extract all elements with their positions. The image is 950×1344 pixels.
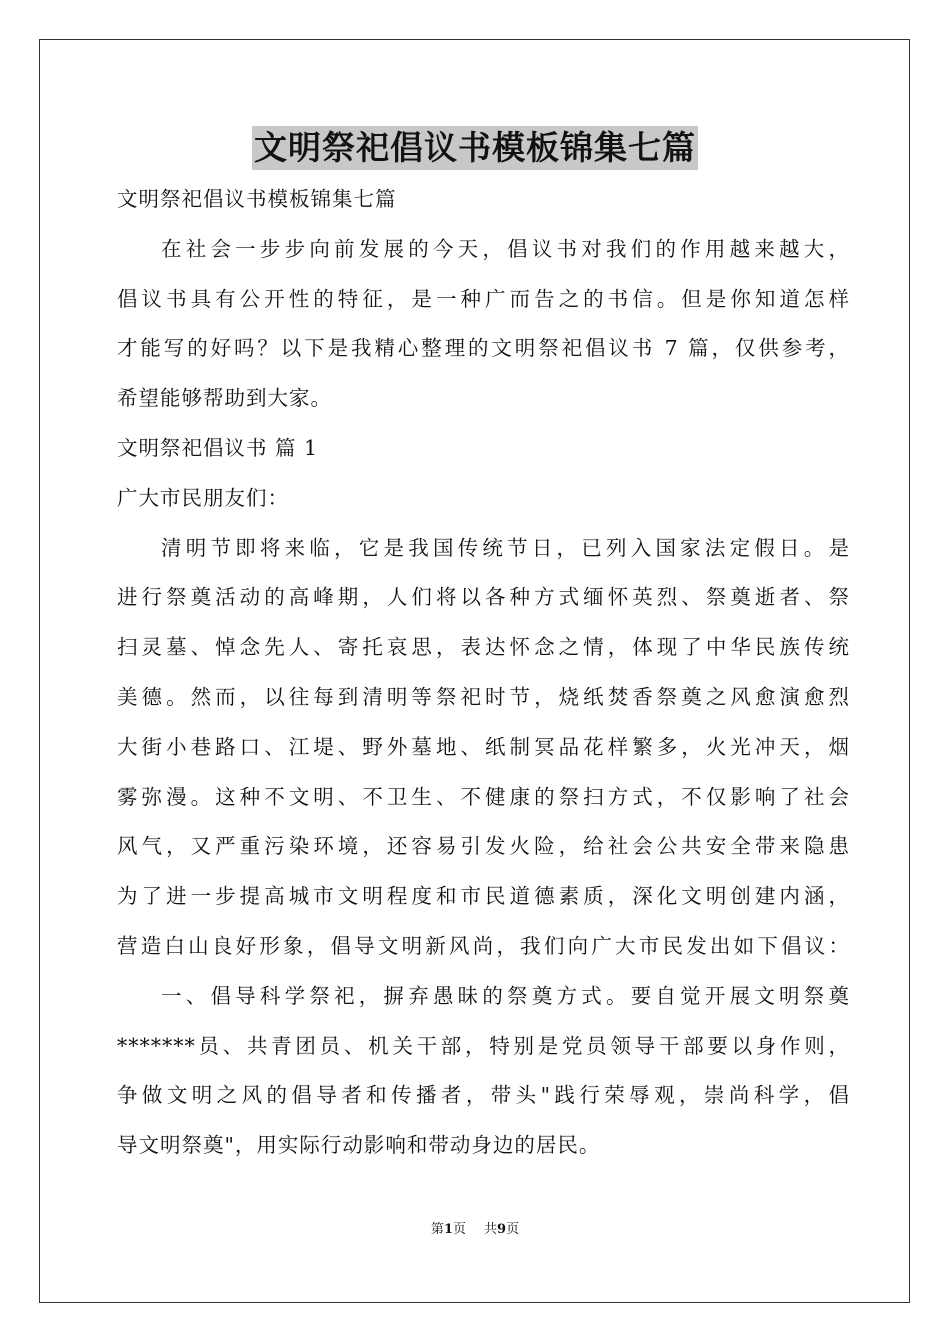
text-line: 雾弥漫。这种不文明、不卫生、不健康的祭扫方式，不仅影响了社会 bbox=[117, 784, 850, 809]
text-line: 倡议书具有公开性的特征，是一种广而告之的书信。但是你知道怎样 bbox=[117, 286, 850, 311]
text-line: 导文明祭奠"，用实际行动影响和带动身边的居民。 bbox=[117, 1133, 601, 1158]
text-line: 扫灵墓、悼念先人、寄托哀思，表达怀念之情，体现了中华民族传统 bbox=[117, 635, 850, 660]
text-line: 风气，又严重污染环境，还容易引发火险，给社会公共安全带来隐患 bbox=[117, 834, 850, 859]
title-wrap bbox=[0, 126, 950, 170]
text-line: 大街小巷路口、江堤、野外墓地、纸制冥品花样繁多，火光冲天，烟 bbox=[117, 734, 850, 759]
page-suffix: 页 bbox=[452, 1222, 466, 1237]
text-line: 才能写的好吗？以下是我精心整理的文明祭祀倡议书 7 篇，仅供参考， bbox=[117, 336, 850, 361]
page-current: 1 bbox=[443, 1222, 453, 1237]
text-line: 文明祭祀倡议书 篇 1 bbox=[117, 435, 319, 460]
text-line: 进行祭奠活动的高峰期，人们将以各种方式缅怀英烈、祭奠逝者、祭 bbox=[117, 585, 850, 610]
page-total: 9 bbox=[497, 1222, 507, 1237]
document-title: 文明祭祀倡议书模板锦集七篇 bbox=[252, 126, 698, 170]
page-prefix: 第 bbox=[430, 1222, 444, 1237]
text-line: 争做文明之风的倡导者和传播者，带头"践行荣辱观，崇尚科学，倡 bbox=[117, 1083, 850, 1108]
page-footer bbox=[0, 1218, 950, 1237]
text-line: 美德。然而，以往每到清明等祭祀时节，烧纸焚香祭奠之风愈演愈烈 bbox=[117, 684, 850, 709]
text-line: 营造白山良好形象，倡导文明新风尚，我们向广大市民发出如下倡议： bbox=[117, 933, 850, 958]
text-line: 在社会一步步向前发展的今天，倡议书对我们的作用越来越大， bbox=[161, 236, 850, 261]
text-line: *******员、共青团员、机关干部，特别是党员领导干部要以身作则， bbox=[117, 1033, 850, 1058]
text-line: 一、倡导科学祭祀，摒弃愚昧的祭奠方式。要自觉开展文明祭奠 bbox=[161, 983, 850, 1008]
text-line: 广大市民朋友们： bbox=[117, 485, 289, 510]
text-line: 清明节即将来临，它是我国传统节日，已列入国家法定假日。是 bbox=[161, 535, 850, 560]
document-body bbox=[117, 175, 850, 1171]
text-line: 希望能够帮助到大家。 bbox=[117, 386, 332, 411]
total-suffix: 页 bbox=[506, 1222, 520, 1237]
text-line: 文明祭祀倡议书模板锦集七篇 bbox=[117, 187, 397, 211]
total-prefix: 共 bbox=[484, 1222, 498, 1237]
text-line: 为了进一步提高城市文明程度和市民道德素质，深化文明创建内涵， bbox=[117, 884, 850, 909]
